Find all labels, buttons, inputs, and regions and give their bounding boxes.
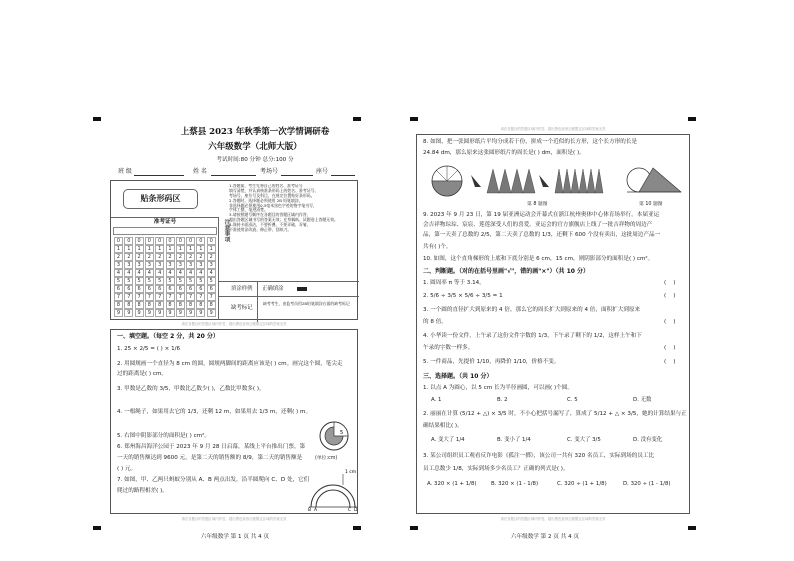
digit-bubble[interactable]: 7 — [166, 293, 175, 301]
digit-column[interactable] — [135, 237, 144, 317]
digit-bubble[interactable]: 6 — [186, 285, 195, 293]
digit-bubble[interactable]: 5 — [166, 277, 175, 285]
digit-column[interactable] — [166, 237, 175, 317]
notice-line: 4.保持卡面清洁，不要折叠、不要弄破、弄皱， — [229, 222, 311, 227]
digit-column[interactable] — [155, 237, 164, 317]
digit-bubble[interactable]: 7 — [135, 293, 144, 301]
digit-bubble[interactable]: 2 — [176, 253, 185, 261]
seat-label: 座号 — [316, 168, 329, 175]
digit-bubble[interactable]: 2 — [114, 253, 123, 261]
judge-4-cont: 午录的字数一样多。 — [423, 345, 474, 351]
digit-bubble[interactable]: 0 — [135, 237, 144, 245]
digit-bubble[interactable]: 1 — [207, 245, 216, 253]
choice-3-option-d[interactable]: D. 320 ÷ (1 - 1/8) — [623, 481, 671, 487]
admission-number-field[interactable] — [113, 227, 217, 235]
digit-bubble[interactable]: 9 — [145, 309, 154, 317]
digit-bubble[interactable]: 6 — [145, 285, 154, 293]
digit-bubble[interactable]: 5 — [176, 277, 185, 285]
choice-2-option-b[interactable]: B. 变小了 1/4 — [497, 437, 531, 443]
digit-bubble[interactable]: 4 — [145, 269, 154, 277]
figure-8-caption: 第 8 题图 — [527, 202, 548, 207]
page-footer-1: 六年级数学 第 1 页 共 4 页 — [200, 534, 270, 540]
digit-bubble[interactable]: 8 — [196, 301, 205, 309]
choice-3-option-b[interactable]: B. 320 × (1 - 1/8) — [491, 481, 539, 487]
digit-bubble[interactable]: 9 — [124, 309, 133, 317]
digit-bubble[interactable]: 1 — [196, 245, 205, 253]
digit-column[interactable] — [124, 237, 133, 317]
name-field[interactable] — [211, 175, 256, 176]
question-6-cont2: ( ) 元。 — [117, 466, 137, 472]
notice-line: 字体工整、笔迹清楚。 — [229, 207, 268, 213]
admission-grid — [111, 217, 219, 320]
digit-bubble[interactable]: 2 — [207, 253, 216, 261]
judge-3-cont: 的 8 倍。 — [423, 319, 447, 325]
answer-region-left — [110, 329, 358, 514]
digit-bubble[interactable]: 7 — [176, 293, 185, 301]
judge-5: 5. 一件商品，先提价 1/10，再降价 1/10，价格不变。 — [423, 359, 560, 365]
digit-bubble[interactable]: 6 — [114, 285, 123, 293]
digit-bubble[interactable]: 0 — [207, 237, 216, 245]
choice-2-option-d[interactable]: D. 没有变化 — [633, 437, 663, 443]
digit-bubble[interactable]: 8 — [114, 301, 123, 309]
digit-bubble[interactable]: 2 — [166, 253, 175, 261]
digit-bubble[interactable]: 2 — [135, 253, 144, 261]
point-d: D — [354, 508, 358, 511]
registration-mark — [688, 117, 696, 121]
name-label: 姓 名 — [193, 168, 207, 175]
filled-bubble-example — [297, 287, 307, 291]
registration-mark — [410, 526, 418, 530]
digit-bubble[interactable]: 0 — [124, 237, 133, 245]
digit-bubble[interactable]: 9 — [114, 309, 123, 317]
answer-region-right — [416, 134, 690, 514]
barcode-area: 贴条形码区 — [123, 189, 198, 209]
digit-bubble[interactable]: 5 — [135, 277, 144, 285]
choice-1: 1. 以点 A 为圆心，以 5 cm 长为半径画圆，可以画( )个圆。 — [423, 385, 573, 391]
answer-card-header — [110, 180, 358, 320]
answer-zone-note: 请在各题目的答题区域内作答，超出黑色矩形边框限定区域的答案无效 — [181, 517, 287, 521]
answer-paren[interactable]: ( ) — [664, 359, 676, 365]
notice-text — [229, 184, 357, 262]
digit-bubble[interactable]: 4 — [166, 269, 175, 277]
question-7-cont: 爬过的路程相差( )。 — [117, 488, 168, 494]
choice-1-option-c[interactable]: C. 5 — [567, 397, 578, 403]
choice-3-option-a[interactable]: A. 320 × (1 + 1/8) — [427, 481, 477, 487]
digit-bubble[interactable]: 6 — [124, 285, 133, 293]
digit-bubble[interactable]: 5 — [186, 277, 195, 285]
question-9-cont2: 品，第一天卖了总数的 2/5，第二天卖了总数的 1/3，还剩下 600 个没有卖出，这批周边产品一 — [423, 232, 661, 238]
digit-bubble[interactable]: 3 — [196, 261, 205, 269]
digit-bubble[interactable]: 9 — [196, 309, 205, 317]
question-1: 1. 25 × 2/5 = ( ) × 1/6 — [117, 346, 181, 352]
exam-info: 考试时间:80 分钟 总分:100 分 — [216, 157, 294, 163]
digit-bubble[interactable]: 4 — [155, 269, 164, 277]
digit-bubble[interactable]: 1 — [186, 245, 195, 253]
semicircle-figure — [307, 463, 359, 511]
digit-bubble[interactable]: 7 — [207, 293, 216, 301]
digit-bubble[interactable]: 2 — [145, 253, 154, 261]
digit-bubble[interactable]: 9 — [207, 309, 216, 317]
notice-line: 超出答题区域书写的答案无效；在草稿纸、试题卷上答题无效。 — [229, 217, 338, 223]
digit-bubble[interactable]: 2 — [124, 253, 133, 261]
digit-bubble[interactable]: 8 — [155, 301, 164, 309]
question-6: 6. 郑州海昌海洋公园于 2023 年 9 月 28 日启幕，某线上平台推出门票，第 — [117, 444, 306, 450]
exam-room-field[interactable] — [281, 175, 313, 176]
digit-bubble[interactable]: 3 — [155, 261, 164, 269]
digit-bubble[interactable]: 1 — [155, 245, 164, 253]
judge-1: 1. 圆周率 π 等于 3.14。 — [423, 280, 485, 286]
digit-bubble[interactable]: 8 — [166, 301, 175, 309]
digit-bubble[interactable]: 4 — [186, 269, 195, 277]
fill-example-row — [219, 281, 359, 296]
digit-bubble[interactable]: 8 — [145, 301, 154, 309]
exam-room-label: 考场号 — [260, 168, 279, 175]
registration-mark — [353, 526, 361, 530]
question-9-cont: 会吉祥物琮琮、宸宸、莲莲深受人们的喜爱。亚运会的官方旗舰店上线了一批吉祥物的周边产 — [423, 222, 653, 228]
digit-bubble[interactable]: 7 — [145, 293, 154, 301]
answer-zone-note: 请在各题目的答题区域内作答，超出黑色矩形边框限定区域的答案无效 — [500, 127, 606, 131]
registration-mark — [353, 117, 361, 121]
notice-line: 非选择题必须使用0.5毫米黑色字迹的签字笔书写， — [229, 202, 317, 208]
digit-bubble[interactable]: 1 — [166, 245, 175, 253]
digit-bubble[interactable]: 5 — [124, 277, 133, 285]
fill-correct-label: 正确填涂 — [262, 286, 284, 292]
question-9-cont3: 共有( )个。 — [423, 244, 452, 250]
digit-bubble[interactable]: 6 — [135, 285, 144, 293]
digit-bubble[interactable]: 1 — [114, 245, 123, 253]
digit-bubble[interactable]: 0 — [166, 237, 175, 245]
digit-bubble[interactable]: 6 — [166, 285, 175, 293]
class-field[interactable] — [134, 175, 184, 176]
choice-3-cont: 员工总数少 1/8，实际到场多少名员工？正确的列式是( )。 — [423, 466, 569, 472]
digit-bubble[interactable]: 9 — [135, 309, 144, 317]
digit-bubble[interactable]: 1 — [145, 245, 154, 253]
digit-bubble[interactable]: 9 — [186, 309, 195, 317]
digit-bubble[interactable]: 2 — [155, 253, 164, 261]
digit-bubble[interactable]: 0 — [155, 237, 164, 245]
question-10: 10. 如图，这个直角梯形的上底和下底分别是 6 cm，15 cm，则阴影部分的面积是( ) cm²。 — [423, 256, 654, 262]
registration-mark — [93, 117, 101, 121]
digit-bubble[interactable]: 2 — [196, 253, 205, 261]
judge-2: 2. 5/6 ÷ 3/5 × 5/6 ÷ 3/5 = 1 — [423, 293, 503, 299]
digit-column[interactable] — [145, 237, 154, 317]
registration-mark — [93, 526, 101, 530]
class-label: 班 级 — [118, 168, 132, 175]
notice-line: 填写清楚，并认真核准条形码上的姓名、准考证号、 — [229, 187, 319, 193]
notice-line: 不准使用涂改液、修正带、刮纸刀。 — [229, 226, 292, 232]
digit-bubble[interactable]: 3 — [114, 261, 123, 269]
question-4: 4. 一根绳子，如果用去它的 1/3，还剩 12 m，如果用去 1/3 m，还剩( ) m。 — [117, 409, 312, 415]
registration-mark — [688, 526, 696, 530]
notice-side-label: 注意事项 — [223, 219, 229, 243]
absent-label: 缺考标记 — [231, 305, 253, 311]
digit-column[interactable] — [196, 237, 205, 317]
digit-bubble[interactable]: 8 — [176, 301, 185, 309]
digit-bubble[interactable]: 0 — [196, 237, 205, 245]
digit-bubble[interactable]: 3 — [166, 261, 175, 269]
digit-bubble[interactable]: 5 — [155, 277, 164, 285]
choice-3-option-c[interactable]: C. 320 ÷ (1 + 1/8) — [557, 481, 607, 487]
section-true-false: 二、判断题。（对的在括号里画"√"，错的画"×"）（共 10 分） — [423, 268, 590, 275]
digit-bubble[interactable]: 6 — [176, 285, 185, 293]
point-b: B — [308, 508, 312, 511]
question-2: 2. 用圆规画一个直径为 8 cm 的圆，圆规两脚间的距离应该是( ) cm。画完这个圆，笔尖走 — [117, 361, 343, 367]
digit-bubble[interactable]: 5 — [196, 277, 205, 285]
digit-bubble[interactable]: 3 — [207, 261, 216, 269]
shaded-circle-figure — [316, 418, 356, 458]
circle-rearrange-figure — [431, 165, 611, 199]
digit-bubble[interactable]: 4 — [176, 269, 185, 277]
digit-bubble[interactable]: 7 — [124, 293, 133, 301]
answer-paren[interactable]: ( ) — [664, 280, 676, 286]
point-c: C — [348, 508, 352, 511]
question-6-cont: 一天的销售额达到 9600 元，是第二天的销售额的 8/9，第二天的销售额是 — [117, 455, 303, 461]
digit-bubble[interactable]: 7 — [155, 293, 164, 301]
digit-bubble[interactable]: 4 — [124, 269, 133, 277]
judge-4: 4. 小华读一份文件，上午录了这份文件字数的 1/3，下午录了剩下的 1/2，这样上午和下 — [423, 333, 642, 339]
digit-bubble[interactable]: 7 — [196, 293, 205, 301]
choice-1-option-b[interactable]: B. 2 — [497, 397, 508, 403]
choice-2-cont: 确结果相比( )。 — [423, 423, 463, 429]
notice-line: 1.答题前，考生先将自己的姓名、准考证号 — [229, 184, 303, 188]
digit-bubble[interactable]: 5 — [114, 277, 123, 285]
judge-3: 3. 一个圆的直径扩大到原来的 4 倍，那么它的周长扩大到原来的 4 倍，面积扩大到原来 — [423, 307, 641, 313]
digit-bubble[interactable]: 4 — [135, 269, 144, 277]
digit-bubble[interactable]: 3 — [124, 261, 133, 269]
digit-column[interactable] — [207, 237, 216, 317]
digit-bubble[interactable]: 9 — [166, 309, 175, 317]
digit-bubble[interactable]: 6 — [196, 285, 205, 293]
page-footer-2: 六年级数学 第 2 页 共 4 页 — [510, 534, 580, 540]
digit-bubble[interactable]: 1 — [176, 245, 185, 253]
answer-paren[interactable]: ( ) — [664, 293, 676, 299]
digit-bubble[interactable]: 1 — [124, 245, 133, 253]
digit-column[interactable] — [114, 237, 123, 317]
digit-bubble[interactable]: 6 — [207, 285, 216, 293]
digit-bubble[interactable]: 0 — [176, 237, 185, 245]
figure-10-caption: 第 10 题图 — [639, 202, 663, 207]
digit-bubble[interactable]: 8 — [124, 301, 133, 309]
notice-line: 2.答题时，选择题必须使用 2B 铅笔填涂， — [229, 197, 303, 203]
section-choice: 三、选择题。（共 10 分） — [423, 373, 493, 380]
choice-2: 2. 丽丽在计算 (5/12 + △) × 3/5 时，不小心把括号漏写了，算成了 5/12 + △ × 3/5，她的计算结果与正 — [423, 411, 687, 417]
registration-mark — [410, 117, 418, 121]
digit-bubble[interactable]: 3 — [145, 261, 154, 269]
absent-note: 缺考考生，由监考员用2B铅笔填涂右面的缺考标记 — [263, 301, 350, 306]
fill-example-label: 填涂样例 — [231, 286, 253, 292]
admission-label: 准考证号 — [153, 219, 177, 225]
digit-bubble[interactable]: 4 — [196, 269, 205, 277]
digit-bubble[interactable]: 8 — [186, 301, 195, 309]
choice-2-option-c[interactable]: C. 变大了 3/5 — [567, 437, 601, 443]
digit-bubble[interactable]: 4 — [114, 269, 123, 277]
question-9: 9. 2023 年 9 月 23 日，第 19 届亚洲运动会开幕式在浙江杭州奥体中心体育场举行。本届亚运 — [423, 212, 660, 218]
digit-bubble[interactable]: 0 — [145, 237, 154, 245]
choice-2-option-a[interactable]: A. 变大了 1/4 — [431, 437, 465, 443]
digit-bubble[interactable]: 2 — [186, 253, 195, 261]
digit-bubble[interactable]: 8 — [207, 301, 216, 309]
answer-paren[interactable]: ( ) — [664, 319, 676, 325]
digit-bubble[interactable]: 3 — [135, 261, 144, 269]
digit-bubble[interactable]: 0 — [186, 237, 195, 245]
digit-bubbles[interactable] — [114, 237, 218, 319]
notice-line: 3.请按照题号顺序在各题目的答题区域内作答， — [229, 212, 311, 218]
circle-dim-label: 5 — [340, 430, 344, 436]
question-8-cont: 24.84 dm，那么原来这张圆形纸片的周长是( ) dm，面积是( )。 — [423, 150, 585, 156]
digit-bubble[interactable]: 9 — [176, 309, 185, 317]
digit-column[interactable] — [176, 237, 185, 317]
seat-field[interactable] — [331, 175, 355, 176]
digit-bubble[interactable]: 5 — [145, 277, 154, 285]
exam-title: 上蔡县 2023 年秋季第一次学情调研卷 — [180, 127, 330, 137]
answer-zone-note: 请在各题目的答题区域内作答，超出黑色矩形边框限定区域的答案无效 — [500, 517, 606, 521]
exam-subject: 六年级数学（北师大版） — [208, 142, 302, 152]
question-5: 5. 右图中阴影部分的面积是( ) cm²。 — [117, 433, 210, 439]
digit-column[interactable] — [186, 237, 195, 317]
question-3: 3. 甲数是乙数的 3/5，甲数比乙数少( )，乙数比甲数多( )。 — [117, 386, 265, 392]
notice-line: 考场号、座位号及科目，在规定位置贴好条形码。 — [229, 192, 315, 198]
unit-label: (单位:cm) — [315, 456, 338, 461]
digit-bubble[interactable]: 0 — [114, 237, 123, 245]
digit-bubble[interactable]: 3 — [186, 261, 195, 269]
absent-row — [219, 296, 359, 321]
digit-bubble[interactable]: 8 — [135, 301, 144, 309]
digit-bubble[interactable]: 7 — [114, 293, 123, 301]
answer-zone-note: 请在各题目的答题区域内作答，超出黑色矩形边框限定区域的答案无效 — [181, 322, 287, 326]
answer-paren[interactable]: ( ) — [664, 345, 676, 351]
choice-1-option-d[interactable]: D. 无数 — [633, 397, 652, 403]
question-2-cont: 过的距离是( ) cm。 — [117, 371, 168, 377]
semicircle-dim: 1 cm — [345, 470, 357, 475]
digit-bubble[interactable]: 6 — [155, 285, 164, 293]
digit-bubble[interactable]: 7 — [186, 293, 195, 301]
digit-bubble[interactable]: 3 — [176, 261, 185, 269]
section-fill-blank: 一、填空题。（每空 2 分，共 20 分） — [117, 333, 219, 340]
choice-1-option-a[interactable]: A. 1 — [431, 397, 442, 403]
choice-3: 3. 某公司组织员工观看反诈电影《孤注一掷》，该公司一共有 320 名员工，实际到场的员工比 — [423, 453, 655, 459]
digit-bubble[interactable]: 9 — [155, 309, 164, 317]
point-a: A — [314, 508, 318, 511]
digit-bubble[interactable]: 1 — [135, 245, 144, 253]
digit-bubble[interactable]: 4 — [207, 269, 216, 277]
question-7: 7. 如图，甲、乙两只蚂蚁分别从 A、B 两点出发，沿半圆爬向 C、D 处，它们 — [117, 477, 310, 483]
trapezoid-figure — [625, 164, 685, 200]
question-8: 8. 如图，把一张圆形纸片平均分成若干份，拼成一个近似的长方形，这个长方形的长是 — [423, 139, 638, 145]
digit-bubble[interactable]: 5 — [207, 277, 216, 285]
